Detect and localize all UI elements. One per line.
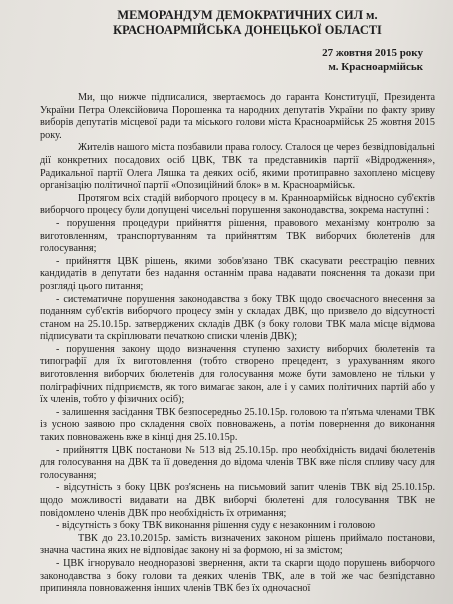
document-title: МЕМОРАНДУМ ДЕМОКРАТИЧНИХ СИЛ м. КРАСНОАРМІЙСЬКА ДОНЕЦЬКОЇ ОБЛАСТІ	[113, 8, 382, 37]
paragraph-intro: Ми, що нижче підписалися, звертаємось до гаранта Конституції, Президента України Петра Олексійовича Порошенка та народних депутатів України по факту зриву виборів депутатів місцевої ради та міського голови міста Красноармійськ 25 жовтня 2015 року.	[40, 92, 435, 141]
paragraph-residents: Жителів нашого міста позбавили права голосу. Сталося це через безвідповідальні дії конкретних посадових осіб ЦВК, ТВК та представників партії «Відродження», Радикальної партії Олега Ляшка та деяких осіб, якими протиправно захоплено місцеву організацію політичної партії «Опозиційний блок» в м. Красноармійськ.	[40, 142, 435, 192]
violation-item: - відсутність з боку ТВК виконання рішення суду є незаконним і головою	[56, 520, 376, 532]
violation-item: - порушення процедури прийняття рішення, правового механізму контролю за виготовленням, транспортуванням та прийняттям ТВК виборчих бюлетенів для голосування;	[40, 217, 435, 255]
paragraph-violations-intro: Протягом всіх стадій виборчого процесу в м. Кранноармійськ відносно суб'єктів виборчого процесу були допущені чисельні порушення законодавства, зокрема наступні :	[40, 192, 435, 217]
paragraph-tvk-decisions: ТВК до 23.10.2015р. замість визначених законом рішень приймало постанови, значна частина яких не відповідає закону ні за формою, ні за змістом;	[40, 532, 435, 557]
violation-item: - прийняття ЦВК постанови № 513 від 25.10.15р. про необхідність видачі бюлетенів для голосування на ДВК та її доведення до відома членів ТВК вже після спливу часу для голосування;	[40, 444, 435, 481]
violation-item: - прийняття ЦВК рішень, якими зобов'язано ТВК скасувати реєстрацію певних кандидатів в депутати без надання останнім права надавати пояснення та докази при розгляді цього питання;	[40, 255, 435, 292]
document-city: м. Красноармійськ	[328, 61, 423, 73]
violation-item: - порушення закону щодо визначення ступеню захисту виборчих бюлетенів та типографії для їх виготовлення (тобто створено прецедент, з урахуванням якого виготовлення виборчих бюлетенів для голосування може бути замовлено не тільки у поліграфічних підприємств, як того вимагає закон, але і у самих політичних партій або у їх членів, тобто у фізичних осіб);	[40, 343, 435, 406]
violation-item: - залишення засідання ТВК безпосередньо 25.10.15р. головою та п'ятьма членами ТВК із усною заявою про складення своїх повноважень, а потім повернення до виконання таких повноважень вже в кінці дня 25.10.15р.	[40, 406, 435, 444]
violation-item: - систематичне порушення законодавства з боку ТВК щодо своєчасного внесення за поданням суб'єктів виборчого процесу змін у складах ДВК, що призвело до відсутності станом на 25.10.15р. затверджених складів ДВК (з боку голови ТВК мала місце відмова підписувати та скріплювати печаткою списки членів ДВК);	[40, 293, 435, 343]
violation-item: - відсутність з боку ЦВК роз'яснень на письмовий запит членів ТВК від 25.10.15р. щодо можливості видавати на ДВК виборчі бюлетені для голосування ТВК не повідомлено членів ДВК про необхідність їх отримання;	[40, 482, 435, 519]
document-date: 27 жовтня 2015 року	[322, 47, 423, 59]
violation-item: - ЦВК ігнорувало неодноразові звернення, акти та скарги щодо порушень виборчого законодавства з боку голови та деяких членів ТВК, але в той же час безпідставно припиняла повноваження інших членів ТВК без їх одночасної	[40, 557, 435, 595]
